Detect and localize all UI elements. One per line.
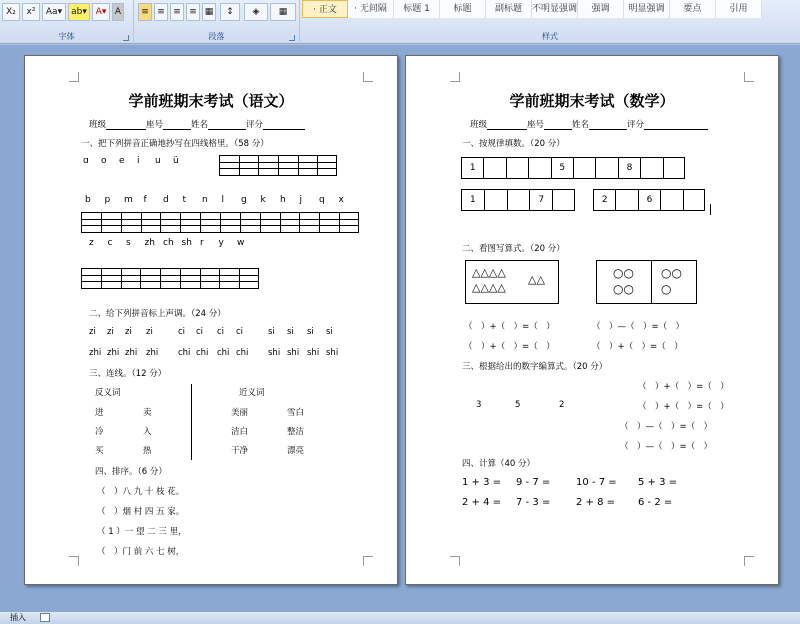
left-page[interactable] xyxy=(24,55,398,585)
calc-item: 9 - 7 = xyxy=(516,477,551,488)
calc-item: 6 - 2 = xyxy=(638,497,673,508)
character-shading-button[interactable]: A xyxy=(112,3,124,21)
match-word: 卖 xyxy=(143,408,152,418)
equation-blank: （ ）+（ ）=（ ） xyxy=(464,342,555,352)
sequence-cell xyxy=(508,190,531,210)
crop-mark xyxy=(363,556,373,566)
shading-icon[interactable]: ◈ xyxy=(244,3,268,21)
status-bar xyxy=(0,611,800,624)
style-7[interactable]: 明显强调 xyxy=(624,0,670,18)
match-word: 买 xyxy=(95,446,104,456)
crop-mark xyxy=(363,72,373,82)
tone-syllable: zi xyxy=(146,327,153,337)
pinyin-letter: sh xyxy=(181,238,192,248)
grid-line xyxy=(358,212,359,232)
question-heading: 三、根据给出的数字编算式。（20 分） xyxy=(462,362,608,372)
styles-gallery xyxy=(302,0,800,18)
pinyin-letter: n xyxy=(202,195,208,205)
sort-item: （ ）八 九 十 枝 花。 xyxy=(97,487,185,497)
match-word: 美丽 xyxy=(231,408,249,418)
justify-icon[interactable]: ≡ xyxy=(186,3,200,21)
question-heading: 一、把下列拼音正确地抄写在四线格里。（58 分） xyxy=(81,139,269,149)
question-heading: 四、计算（40 分） xyxy=(462,459,536,469)
tone-syllable: zhi xyxy=(89,348,102,358)
pinyin-letter: j xyxy=(299,195,303,205)
four-line-grid xyxy=(81,212,359,232)
match-word: 进 xyxy=(95,408,104,418)
crop-mark xyxy=(69,72,79,82)
grid-line xyxy=(200,212,201,232)
pinyin-letter: x xyxy=(338,195,344,205)
triangle-picture xyxy=(465,260,559,304)
tone-syllable: shi xyxy=(287,348,300,358)
align-right-icon[interactable]: ≡ xyxy=(170,3,184,21)
crop-mark xyxy=(744,72,754,82)
sequence-cell xyxy=(485,190,508,210)
sequence-cell xyxy=(684,190,706,210)
font-group-label: 字体 xyxy=(58,32,75,41)
question-heading: 四、排序。（6 分） xyxy=(95,467,167,477)
sequence-cell xyxy=(574,158,596,178)
grid-line xyxy=(81,281,259,282)
pinyin-letter: m xyxy=(124,195,133,205)
grid-line xyxy=(160,212,161,232)
question-heading: 三、连线。（12 分） xyxy=(89,369,167,379)
sequence-cell xyxy=(507,158,529,178)
divider xyxy=(191,384,192,460)
grid-line xyxy=(200,268,201,288)
pinyin-letter: e xyxy=(119,156,125,166)
pinyin-letter: p xyxy=(104,195,111,205)
tone-syllable: zi xyxy=(107,327,114,337)
grid-line xyxy=(180,212,181,232)
match-word: 洁白 xyxy=(231,427,249,437)
pinyin-letter: q xyxy=(319,195,325,205)
grid-line xyxy=(219,155,220,175)
antonym-label: 反义词 xyxy=(95,388,121,398)
match-word: 整洁 xyxy=(287,427,305,437)
style-3[interactable]: 标题 xyxy=(440,0,486,18)
picture-divider xyxy=(651,261,652,303)
grid-line xyxy=(121,268,122,288)
style-8[interactable]: 要点 xyxy=(670,0,716,18)
insert-mode-indicator[interactable]: 插入 xyxy=(10,613,26,622)
sequence-cell xyxy=(661,190,683,210)
tone-syllable: zhi xyxy=(107,348,120,358)
tone-syllable: zi xyxy=(125,327,132,337)
style-9[interactable]: 引用 xyxy=(716,0,762,18)
tone-syllable: ci xyxy=(196,327,204,337)
triangles-right: △△ xyxy=(528,273,545,286)
match-word: 冷 xyxy=(95,427,104,437)
pinyin-letter: r xyxy=(200,238,204,248)
tone-syllable: chi xyxy=(217,348,230,358)
macro-record-icon[interactable] xyxy=(40,613,50,622)
tone-syllable: shi xyxy=(307,348,320,358)
crop-mark xyxy=(450,72,460,82)
pinyin-letter: c xyxy=(107,238,113,248)
equation-blank: （ ）—（ ）=（ ） xyxy=(592,322,685,332)
match-word: 热 xyxy=(143,446,152,456)
grid-line xyxy=(140,268,141,288)
given-number: 2 xyxy=(559,400,565,410)
style-0[interactable]: · 正文 xyxy=(302,0,348,18)
tone-syllable: zhi xyxy=(146,348,159,358)
tone-syllable: zhi xyxy=(125,348,138,358)
align-left-icon[interactable]: ≡ xyxy=(138,3,152,21)
pinyin-letter: g xyxy=(241,195,247,205)
style-2[interactable]: 标题 1 xyxy=(394,0,440,18)
formula-blank: （ ）+（ ）=（ ） xyxy=(638,402,729,412)
tone-syllable: zi xyxy=(89,327,96,337)
grid-line xyxy=(81,212,82,232)
grid-line xyxy=(298,155,299,175)
sequence-cell: 7 xyxy=(530,190,553,210)
pinyin-letter: l xyxy=(221,195,225,205)
tone-syllable: si xyxy=(307,327,314,337)
distributed-icon[interactable]: ▦ xyxy=(202,3,216,21)
grid-line xyxy=(81,232,359,233)
four-line-grid xyxy=(81,268,259,288)
line-spacing-icon[interactable]: ↕ xyxy=(220,3,240,21)
question-heading: 二、给下列拼音标上声调。（24 分） xyxy=(89,309,226,319)
style-4[interactable]: 副标题 xyxy=(486,0,532,18)
grid-line xyxy=(336,155,337,175)
paragraph-group xyxy=(134,0,300,44)
sort-item: （ ）门 前 六 七 树， xyxy=(97,547,185,557)
right-page[interactable] xyxy=(405,55,779,585)
grid-line xyxy=(219,268,220,288)
change-case-button[interactable]: Aa▾ xyxy=(42,3,66,21)
tone-syllable: si xyxy=(287,327,294,337)
style-1[interactable]: · 无间隔 xyxy=(348,0,394,18)
sequence-boxes xyxy=(461,157,685,179)
pinyin-letter: b xyxy=(85,195,91,205)
crop-mark xyxy=(69,556,79,566)
tone-syllable: ci xyxy=(178,327,186,337)
grid-line xyxy=(180,268,181,288)
paragraph-dialog-launcher-icon[interactable] xyxy=(289,35,295,41)
grid-line xyxy=(220,212,221,232)
grid-line xyxy=(121,212,122,232)
grid-line xyxy=(260,212,261,232)
equation-blank: （ ）+（ ）=（ ） xyxy=(592,342,683,352)
question-heading: 一、按规律填数。（20 分） xyxy=(462,139,565,149)
triangles-left: △△△△ △△△△ xyxy=(472,266,506,294)
sequence-cell xyxy=(553,190,576,210)
circle-picture xyxy=(596,260,697,304)
pinyin-letter: u xyxy=(155,156,161,166)
formula-blank: （ ）—（ ）=（ ） xyxy=(620,422,713,432)
circles-left: ○○ ○○ xyxy=(613,266,634,296)
crop-mark xyxy=(744,556,754,566)
tone-syllable: ci xyxy=(217,327,225,337)
pinyin-letter: t xyxy=(182,195,187,205)
question-heading: 二、看图写算式。（20 分） xyxy=(462,244,565,254)
grid-line xyxy=(219,175,337,176)
pinyin-letter: w xyxy=(237,238,245,248)
align-center-icon[interactable]: ≡ xyxy=(154,3,168,21)
sequence-cell: 5 xyxy=(552,158,574,178)
pinyin-letter: h xyxy=(280,195,286,205)
pinyin-letter: ɑ xyxy=(83,156,89,166)
four-line-grid xyxy=(219,155,337,175)
style-5[interactable]: 不明显强调 xyxy=(532,0,578,18)
pinyin-letter: z xyxy=(89,238,94,248)
grid-line xyxy=(239,155,240,175)
pinyin-letter: o xyxy=(101,156,107,166)
superscript-button[interactable]: x² xyxy=(22,3,40,21)
sequence-cell: 1 xyxy=(462,158,484,178)
highlight-color-button[interactable]: ab▾ xyxy=(68,3,90,21)
sequence-cell: 1 xyxy=(462,190,485,210)
sequence-cell: 8 xyxy=(619,158,641,178)
calc-item: 2 + 8 = xyxy=(576,497,616,508)
grid-line xyxy=(339,212,340,232)
equation-blank: （ ）+（ ）=（ ） xyxy=(464,322,555,332)
font-color-button[interactable]: A▾ xyxy=(92,3,110,21)
borders-icon[interactable]: ▦ xyxy=(270,3,296,21)
grid-line xyxy=(278,155,279,175)
pinyin-letter: k xyxy=(260,195,266,205)
tone-syllable: chi xyxy=(196,348,209,358)
grid-line xyxy=(280,212,281,232)
sequence-boxes xyxy=(461,189,575,211)
tone-syllable: shi xyxy=(326,348,339,358)
pinyin-letter: y xyxy=(218,238,224,248)
synonym-label: 近义词 xyxy=(239,388,265,398)
match-word: 漂亮 xyxy=(287,446,305,456)
tone-syllable: ci xyxy=(236,327,244,337)
pinyin-letter: f xyxy=(143,195,147,205)
grid-line xyxy=(258,268,259,288)
sort-item: （ 1 ）一 望 二 三 里， xyxy=(97,527,187,537)
sequence-cell xyxy=(484,158,506,178)
grid-line xyxy=(317,155,318,175)
grid-line xyxy=(239,268,240,288)
tone-syllable: si xyxy=(326,327,333,337)
pinyin-letter: s xyxy=(126,238,131,248)
calc-item: 2 + 4 = xyxy=(462,497,502,508)
formula-blank: （ ）—（ ）=（ ） xyxy=(620,442,713,452)
calc-item: 1 + 3 = xyxy=(462,477,502,488)
grid-line xyxy=(81,268,259,269)
sequence-cell xyxy=(641,158,663,178)
grid-line xyxy=(299,212,300,232)
styles-group-label: 样式 xyxy=(542,32,558,41)
sequence-cell: 6 xyxy=(639,190,661,210)
grid-line xyxy=(101,268,102,288)
text-cursor xyxy=(710,204,711,215)
subscript-button[interactable]: X₂ xyxy=(2,3,20,21)
tone-syllable: shi xyxy=(268,348,281,358)
page-title: 学前班期末考试（语文） xyxy=(128,92,294,110)
font-dialog-launcher-icon[interactable] xyxy=(123,35,129,41)
grid-line xyxy=(81,268,82,288)
grid-line xyxy=(160,268,161,288)
document-area xyxy=(0,45,800,611)
sequence-cell: 2 xyxy=(594,190,616,210)
font-group xyxy=(0,0,134,44)
sequence-cell xyxy=(529,158,551,178)
pinyin-letter: ü xyxy=(173,156,179,166)
calc-item: 7 - 3 = xyxy=(516,497,551,508)
crop-mark xyxy=(450,556,460,566)
calc-item: 10 - 7 = xyxy=(576,477,617,488)
sequence-boxes xyxy=(593,189,705,211)
circles-right: ○○ ○ xyxy=(661,266,682,296)
calc-item: 5 + 3 = xyxy=(638,477,678,488)
info-line: 班级 座号 姓名 评分 xyxy=(89,118,305,130)
grid-line xyxy=(240,212,241,232)
info-line: 班级 座号 姓名 评分 xyxy=(470,118,708,130)
page-title: 学前班期末考试（数学） xyxy=(509,92,675,110)
grid-line xyxy=(81,288,259,289)
sequence-cell xyxy=(596,158,618,178)
sort-item: （ ）烟 村 四 五 家。 xyxy=(97,507,185,517)
grid-line xyxy=(101,212,102,232)
grid-line xyxy=(258,155,259,175)
grid-line xyxy=(141,212,142,232)
given-number: 5 xyxy=(515,400,521,410)
formula-blank: （ ）+（ ）=（ ） xyxy=(638,382,729,392)
ribbon xyxy=(0,0,800,44)
paragraph-group-label: 段落 xyxy=(208,32,225,41)
match-word: 入 xyxy=(143,427,152,437)
style-6[interactable]: 强调 xyxy=(578,0,624,18)
tone-syllable: chi xyxy=(178,348,191,358)
sequence-cell xyxy=(664,158,686,178)
sequence-cell xyxy=(616,190,638,210)
pinyin-letter: ch xyxy=(163,238,174,248)
match-word: 雪白 xyxy=(287,408,305,418)
pinyin-letter: i xyxy=(137,156,140,166)
tone-syllable: si xyxy=(268,327,275,337)
styles-group xyxy=(300,0,800,44)
given-number: 3 xyxy=(476,400,482,410)
match-word: 干净 xyxy=(231,446,249,456)
pinyin-letter: d xyxy=(163,195,169,205)
pinyin-letter: zh xyxy=(144,238,155,248)
tone-syllable: chi xyxy=(236,348,249,358)
grid-line xyxy=(319,212,320,232)
grid-line xyxy=(81,275,259,276)
